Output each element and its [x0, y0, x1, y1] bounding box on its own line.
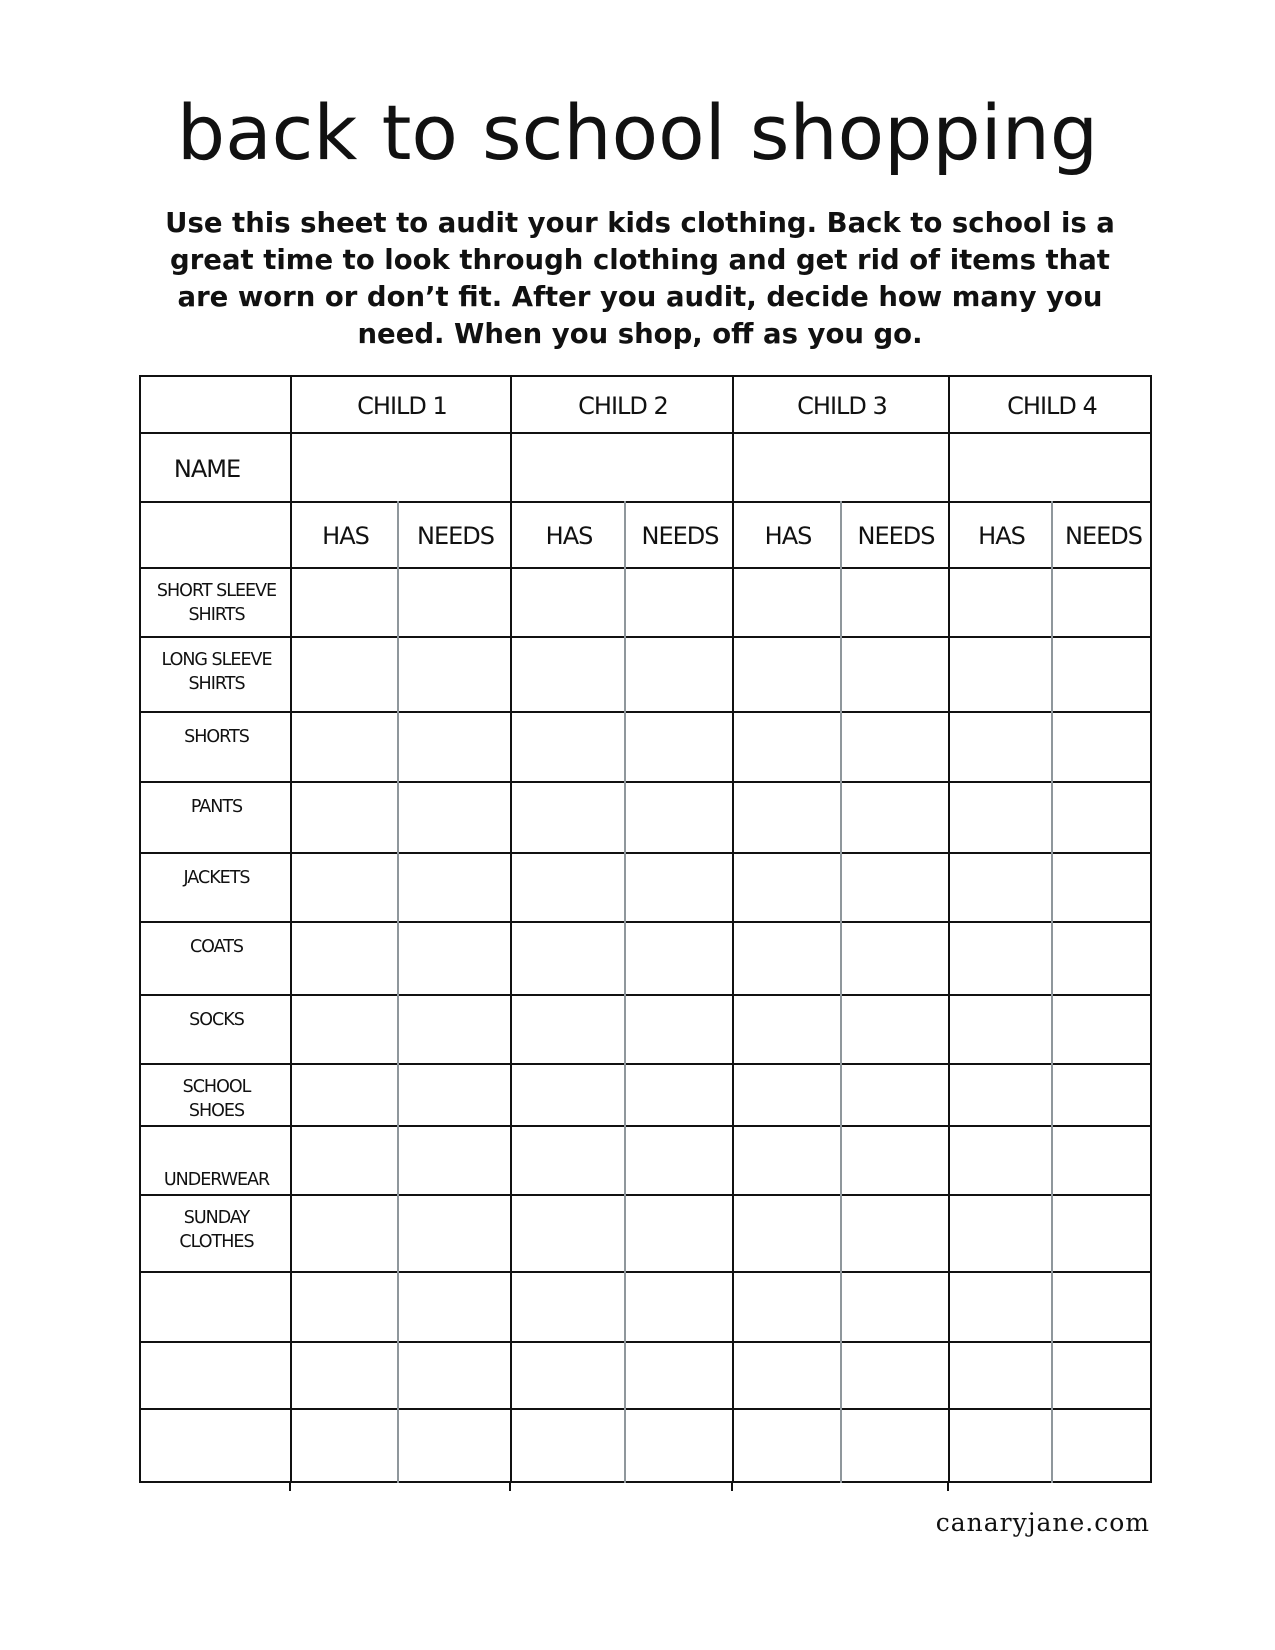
row-label	[141, 1065, 292, 1127]
needs-column-header: NEEDS	[857, 522, 935, 550]
needs-count-cell[interactable]	[1053, 854, 1154, 923]
has-count-cell[interactable]	[950, 1343, 1053, 1410]
child-name-field[interactable]	[950, 434, 1154, 503]
has-column-header: HAS	[764, 522, 812, 550]
has-count-cell[interactable]	[512, 1196, 626, 1273]
shopping-table	[139, 375, 1152, 1483]
has-count-cell[interactable]	[734, 923, 842, 996]
needs-count-cell[interactable]	[626, 783, 734, 854]
child-header-2: CHILD 2	[578, 391, 668, 420]
has-count-cell[interactable]	[950, 854, 1053, 923]
has-count-cell[interactable]	[950, 1127, 1053, 1196]
has-count-cell[interactable]	[512, 1410, 626, 1485]
row-label	[141, 1127, 292, 1196]
row-label	[141, 783, 292, 854]
needs-count-cell[interactable]	[626, 1065, 734, 1127]
row-label-line: SHOES	[188, 1101, 245, 1121]
has-count-cell[interactable]	[292, 1343, 399, 1410]
has-count-cell[interactable]	[292, 638, 399, 713]
has-count-cell[interactable]	[512, 569, 626, 638]
has-count-cell[interactable]	[734, 569, 842, 638]
needs-count-cell[interactable]	[842, 996, 950, 1065]
grid-tick	[731, 1483, 733, 1491]
has-count-cell[interactable]	[950, 569, 1053, 638]
has-count-cell[interactable]	[950, 1065, 1053, 1127]
needs-count-cell[interactable]	[399, 1065, 512, 1127]
grid-tick	[289, 1483, 291, 1491]
row-label-line: SHORTS	[184, 727, 249, 747]
needs-count-cell[interactable]	[842, 1127, 950, 1196]
needs-count-cell[interactable]	[842, 569, 950, 638]
has-count-cell[interactable]	[950, 1273, 1053, 1343]
needs-count-cell[interactable]	[1053, 923, 1154, 996]
needs-count-cell[interactable]	[1053, 1196, 1154, 1273]
row-label	[141, 1273, 292, 1343]
page-title: back to school shopping	[176, 88, 1099, 177]
needs-count-cell[interactable]	[1053, 996, 1154, 1065]
grid-tick	[509, 1483, 511, 1491]
row-label	[141, 1410, 292, 1485]
name-label: NAME	[173, 454, 241, 483]
needs-count-cell[interactable]	[399, 1410, 512, 1485]
row-label-line: SHIRTS	[188, 605, 245, 625]
needs-count-cell[interactable]	[399, 569, 512, 638]
needs-count-cell[interactable]	[842, 1410, 950, 1485]
grid-tick	[947, 1483, 949, 1491]
has-count-cell[interactable]	[734, 1065, 842, 1127]
row-label-line: JACKETS	[183, 868, 250, 888]
has-count-cell[interactable]	[734, 854, 842, 923]
has-count-cell[interactable]	[950, 783, 1053, 854]
has-count-cell[interactable]	[512, 713, 626, 783]
needs-count-cell[interactable]	[1053, 713, 1154, 783]
needs-count-cell[interactable]	[626, 996, 734, 1065]
needs-column-header: NEEDS	[417, 522, 494, 550]
needs-count-cell[interactable]	[626, 1410, 734, 1485]
needs-count-cell[interactable]	[399, 713, 512, 783]
has-count-cell[interactable]	[734, 996, 842, 1065]
row-label-line: CLOTHES	[179, 1232, 254, 1252]
row-label	[141, 1196, 292, 1273]
needs-column-header: NEEDS	[641, 522, 719, 550]
has-count-cell[interactable]	[292, 783, 399, 854]
child-header-3: CHILD 3	[797, 391, 887, 420]
has-count-cell[interactable]	[950, 923, 1053, 996]
has-count-cell[interactable]	[734, 638, 842, 713]
has-count-cell[interactable]	[292, 1273, 399, 1343]
needs-count-cell[interactable]	[842, 1273, 950, 1343]
has-count-cell[interactable]	[512, 1273, 626, 1343]
needs-count-cell[interactable]	[626, 713, 734, 783]
needs-count-cell[interactable]	[1053, 569, 1154, 638]
row-label-line: SOCKS	[189, 1010, 244, 1030]
needs-count-cell[interactable]	[626, 569, 734, 638]
needs-count-cell[interactable]	[626, 854, 734, 923]
has-count-cell[interactable]	[950, 638, 1053, 713]
row-label-line: COATS	[189, 937, 244, 957]
row-label-line: SCHOOL	[182, 1077, 251, 1097]
needs-count-cell[interactable]	[399, 854, 512, 923]
needs-count-cell[interactable]	[842, 783, 950, 854]
needs-count-cell[interactable]	[842, 1196, 950, 1273]
row-label	[141, 569, 292, 638]
has-count-cell[interactable]	[512, 854, 626, 923]
has-count-cell[interactable]	[292, 1065, 399, 1127]
row-label-line: SHIRTS	[188, 674, 245, 694]
needs-count-cell[interactable]	[1053, 1273, 1154, 1343]
has-count-cell[interactable]	[950, 1196, 1053, 1273]
row-label	[141, 638, 292, 713]
has-count-cell[interactable]	[512, 638, 626, 713]
needs-column-header: NEEDS	[1065, 522, 1142, 550]
has-count-cell[interactable]	[512, 1343, 626, 1410]
row-label-line: UNDERWEAR	[163, 1170, 270, 1190]
needs-count-cell[interactable]	[626, 923, 734, 996]
has-count-cell[interactable]	[512, 783, 626, 854]
needs-count-cell[interactable]	[399, 996, 512, 1065]
has-count-cell[interactable]	[734, 713, 842, 783]
has-count-cell[interactable]	[950, 1410, 1053, 1485]
needs-count-cell[interactable]	[399, 638, 512, 713]
has-count-cell[interactable]	[292, 996, 399, 1065]
needs-count-cell[interactable]	[1053, 783, 1154, 854]
has-count-cell[interactable]	[512, 1127, 626, 1196]
has-count-cell[interactable]	[292, 713, 399, 783]
has-count-cell[interactable]	[292, 1410, 399, 1485]
needs-count-cell[interactable]	[842, 713, 950, 783]
has-count-cell[interactable]	[734, 1410, 842, 1485]
has-count-cell[interactable]	[512, 1065, 626, 1127]
has-column-header: HAS	[322, 522, 369, 550]
needs-count-cell[interactable]	[399, 1127, 512, 1196]
needs-count-cell[interactable]	[626, 1196, 734, 1273]
row-label	[141, 1343, 292, 1410]
needs-count-cell[interactable]	[842, 923, 950, 996]
needs-count-cell[interactable]	[399, 923, 512, 996]
has-count-cell[interactable]	[512, 923, 626, 996]
row-label	[141, 854, 292, 923]
has-count-cell[interactable]	[292, 569, 399, 638]
child-name-field[interactable]	[734, 434, 950, 503]
site-credit: canaryjane.com	[935, 1508, 1150, 1537]
needs-count-cell[interactable]	[1053, 638, 1154, 713]
needs-count-cell[interactable]	[842, 638, 950, 713]
intro-text: Use this sheet to audit your kids clothing. Back to school is a great time to look through clothing and get rid of items that are worn or don’t fit. After you audit, decide how many you need. When you shop, off as you go.	[165, 207, 1115, 350]
needs-count-cell[interactable]	[1053, 1127, 1154, 1196]
has-count-cell[interactable]	[950, 996, 1053, 1065]
has-count-cell[interactable]	[734, 1127, 842, 1196]
needs-count-cell[interactable]	[1053, 1065, 1154, 1127]
has-count-cell[interactable]	[292, 923, 399, 996]
row-label-line: PANTS	[190, 797, 243, 817]
needs-count-cell[interactable]	[842, 1343, 950, 1410]
needs-count-cell[interactable]	[626, 638, 734, 713]
needs-count-cell[interactable]	[626, 1273, 734, 1343]
has-count-cell[interactable]	[292, 854, 399, 923]
has-count-cell[interactable]	[734, 1196, 842, 1273]
needs-count-cell[interactable]	[842, 1065, 950, 1127]
has-count-cell[interactable]	[734, 1273, 842, 1343]
needs-count-cell[interactable]	[399, 1343, 512, 1410]
row-label	[141, 923, 292, 996]
has-column-header: HAS	[978, 522, 1025, 550]
child-name-field[interactable]	[512, 434, 734, 503]
has-count-cell[interactable]	[734, 1343, 842, 1410]
has-count-cell[interactable]	[734, 783, 842, 854]
child-header-4: CHILD 4	[1007, 391, 1097, 420]
row-label-line: SUNDAY	[183, 1208, 250, 1228]
needs-count-cell[interactable]	[842, 854, 950, 923]
needs-count-cell[interactable]	[399, 1273, 512, 1343]
row-label-line: SHORT SLEEVE	[156, 581, 277, 601]
needs-count-cell[interactable]	[626, 1127, 734, 1196]
needs-count-cell[interactable]	[1053, 1410, 1154, 1485]
needs-count-cell[interactable]	[399, 783, 512, 854]
has-count-cell[interactable]	[950, 713, 1053, 783]
has-column-header: HAS	[545, 522, 593, 550]
needs-count-cell[interactable]	[1053, 1343, 1154, 1410]
child-header-1: CHILD 1	[357, 391, 447, 420]
child-name-field[interactable]	[292, 434, 512, 503]
row-label	[141, 713, 292, 783]
needs-count-cell[interactable]	[626, 1343, 734, 1410]
row-label	[141, 996, 292, 1065]
row-label-line: LONG SLEEVE	[161, 650, 272, 670]
has-count-cell[interactable]	[292, 1196, 399, 1273]
needs-count-cell[interactable]	[399, 1196, 512, 1273]
has-count-cell[interactable]	[512, 996, 626, 1065]
has-count-cell[interactable]	[292, 1127, 399, 1196]
